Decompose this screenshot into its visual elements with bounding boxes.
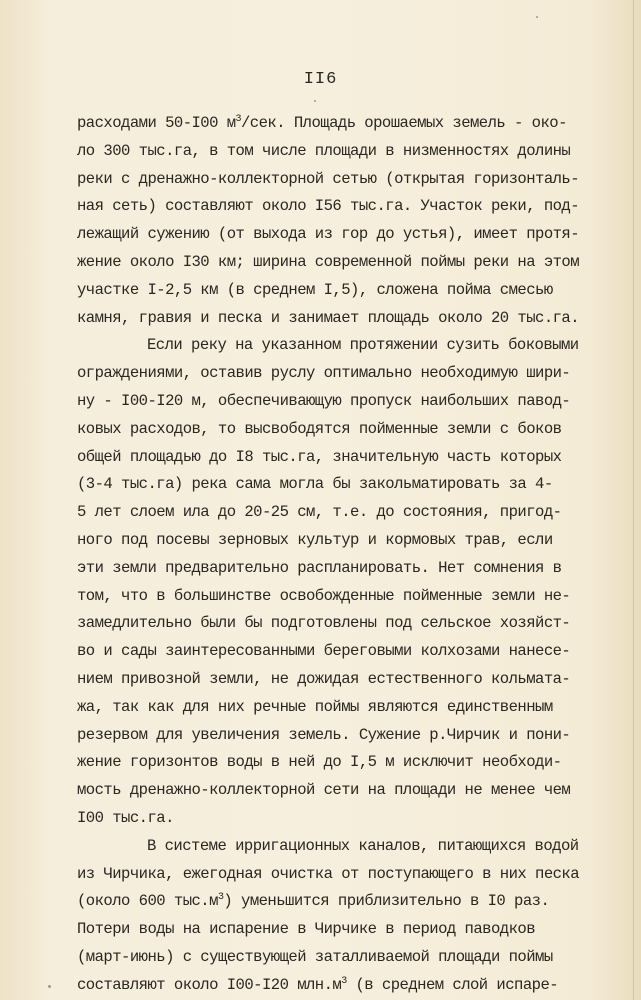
text-line — [77, 221, 637, 249]
text-line — [77, 305, 637, 333]
text-segment: /сек. Площадь орошаемых земель - око- — [241, 114, 567, 132]
text-segment: жение горизонтов воды в ней до I,5 м исключит необходи- — [77, 753, 562, 772]
document-body — [77, 110, 637, 1000]
text-segment: нием привозной земли, не дожидая естественного кольмата- — [77, 669, 571, 688]
text-segment: В системе ирригационных каналов, питающихся водой — [147, 836, 579, 855]
text-line — [77, 805, 637, 833]
text-line — [77, 110, 637, 138]
text-segment: ) уменьшится приблизительно в I0 раз. — [223, 892, 550, 911]
text-line — [77, 527, 637, 555]
text-segment: (около 600 тыс.м — [77, 892, 218, 911]
text-line — [77, 972, 637, 1000]
text-segment: из Чирчика, ежегодная очистка от поступающего в них песка — [77, 864, 580, 883]
text-segment: ковых расходов, то высвободятся пойменные земли с боков — [77, 419, 562, 438]
text-segment: ная сеть) составляют около I56 тыс.га. Участок реки, под- — [77, 197, 580, 216]
text-line — [77, 638, 637, 666]
text-segment: замедлительно были бы подготовлены под сельское хозяйст- — [77, 614, 571, 633]
text-segment: камня, гравия и песка и занимает площадь около 20 тыс.га. — [77, 308, 580, 327]
text-line — [77, 360, 637, 388]
text-segment: (в среднем слой испаре- — [346, 975, 559, 994]
text-segment: жа, так как для них речные поймы являются единственным — [77, 697, 553, 716]
text-line — [77, 499, 637, 527]
text-line — [77, 666, 637, 694]
text-line — [77, 777, 637, 805]
text-segment: эти земли предварительно распланировать. Нет сомнения в — [77, 558, 562, 577]
text-segment: жение около I30 км; ширина современной поймы реки на этом — [77, 252, 580, 271]
text-line — [77, 138, 637, 166]
text-segment: ну - I00-I20 м, обеспечивающую пропуск наибольших павод- — [77, 391, 571, 410]
text-segment: лежащий сужению (от выхода из гор до устья), имеет протя- — [77, 225, 580, 244]
text-segment: реки с дренажно-коллекторной сетью (открытая горизонталь- — [77, 169, 580, 188]
text-line — [77, 944, 637, 972]
superscript: 3 — [235, 114, 241, 125]
text-segment: (март-июнь) с существующей заталливаемой площади поймы — [77, 947, 553, 966]
text-segment: (3-4 тыс.га) река сама могла бы закольматировать за 4- — [77, 475, 553, 494]
text-segment: 5 лет слоем ила до 20-25 см, т.е. до состояния, пригод- — [77, 503, 562, 522]
superscript: 3 — [217, 892, 224, 904]
text-segment: общей площадью до I8 тыс.га, значительную часть которых — [77, 447, 562, 466]
text-segment: составляют около I00-I20 млн.м — [77, 975, 342, 994]
text-line — [77, 583, 637, 611]
text-line — [77, 694, 637, 722]
text-line — [77, 749, 637, 777]
paper-speck — [48, 985, 51, 988]
text-segment: резервом для увеличения земель. Сужение р.Чирчик и пони- — [77, 725, 571, 744]
text-segment: Если реку на указанном протяжении сузить боковыми — [147, 336, 579, 355]
text-line — [77, 193, 637, 221]
text-line — [77, 471, 637, 499]
paper-speck — [314, 100, 316, 102]
text-line — [77, 444, 637, 472]
paper-speck — [536, 16, 538, 18]
text-line — [77, 610, 637, 638]
text-line — [77, 388, 637, 416]
text-segment: ного под посевы зерновых культур и кормовых трав, если — [77, 530, 553, 549]
paragraph — [77, 833, 637, 1000]
text-line — [77, 416, 637, 444]
text-line — [77, 332, 637, 360]
text-line — [77, 722, 637, 750]
paragraph — [77, 332, 637, 832]
text-line — [77, 166, 637, 194]
text-line — [77, 916, 637, 944]
text-segment: мость дренажно-коллекторной сети на площади не менее чем — [77, 781, 571, 800]
text-line — [77, 249, 637, 277]
text-line — [77, 555, 637, 583]
text-segment: I00 тыс.га. — [77, 808, 174, 827]
text-line — [77, 277, 637, 305]
text-segment: во и сады заинтересованными береговыми колхозами нанесе- — [77, 642, 571, 661]
text-segment: том, что в большинстве освобожденные пойменные земли не- — [77, 586, 571, 605]
text-segment: расходами 50-I00 м — [77, 114, 236, 132]
text-segment: участке I-2,5 км (в среднем I,5), сложена пойма смесью — [77, 280, 553, 299]
text-line — [77, 888, 637, 916]
paragraph — [77, 110, 637, 332]
page-number: II6 — [303, 70, 338, 89]
text-segment: Потери воды на испарение в Чирчике в период паводков — [77, 920, 536, 939]
text-line — [77, 861, 637, 889]
text-segment: ограждениями, оставив руслу оптимально необходимую шири- — [77, 364, 571, 383]
superscript: 3 — [341, 975, 347, 987]
text-line — [77, 833, 637, 861]
text-segment: ло 300 тыс.га, в том числе площади в низменностях долины — [77, 141, 571, 160]
